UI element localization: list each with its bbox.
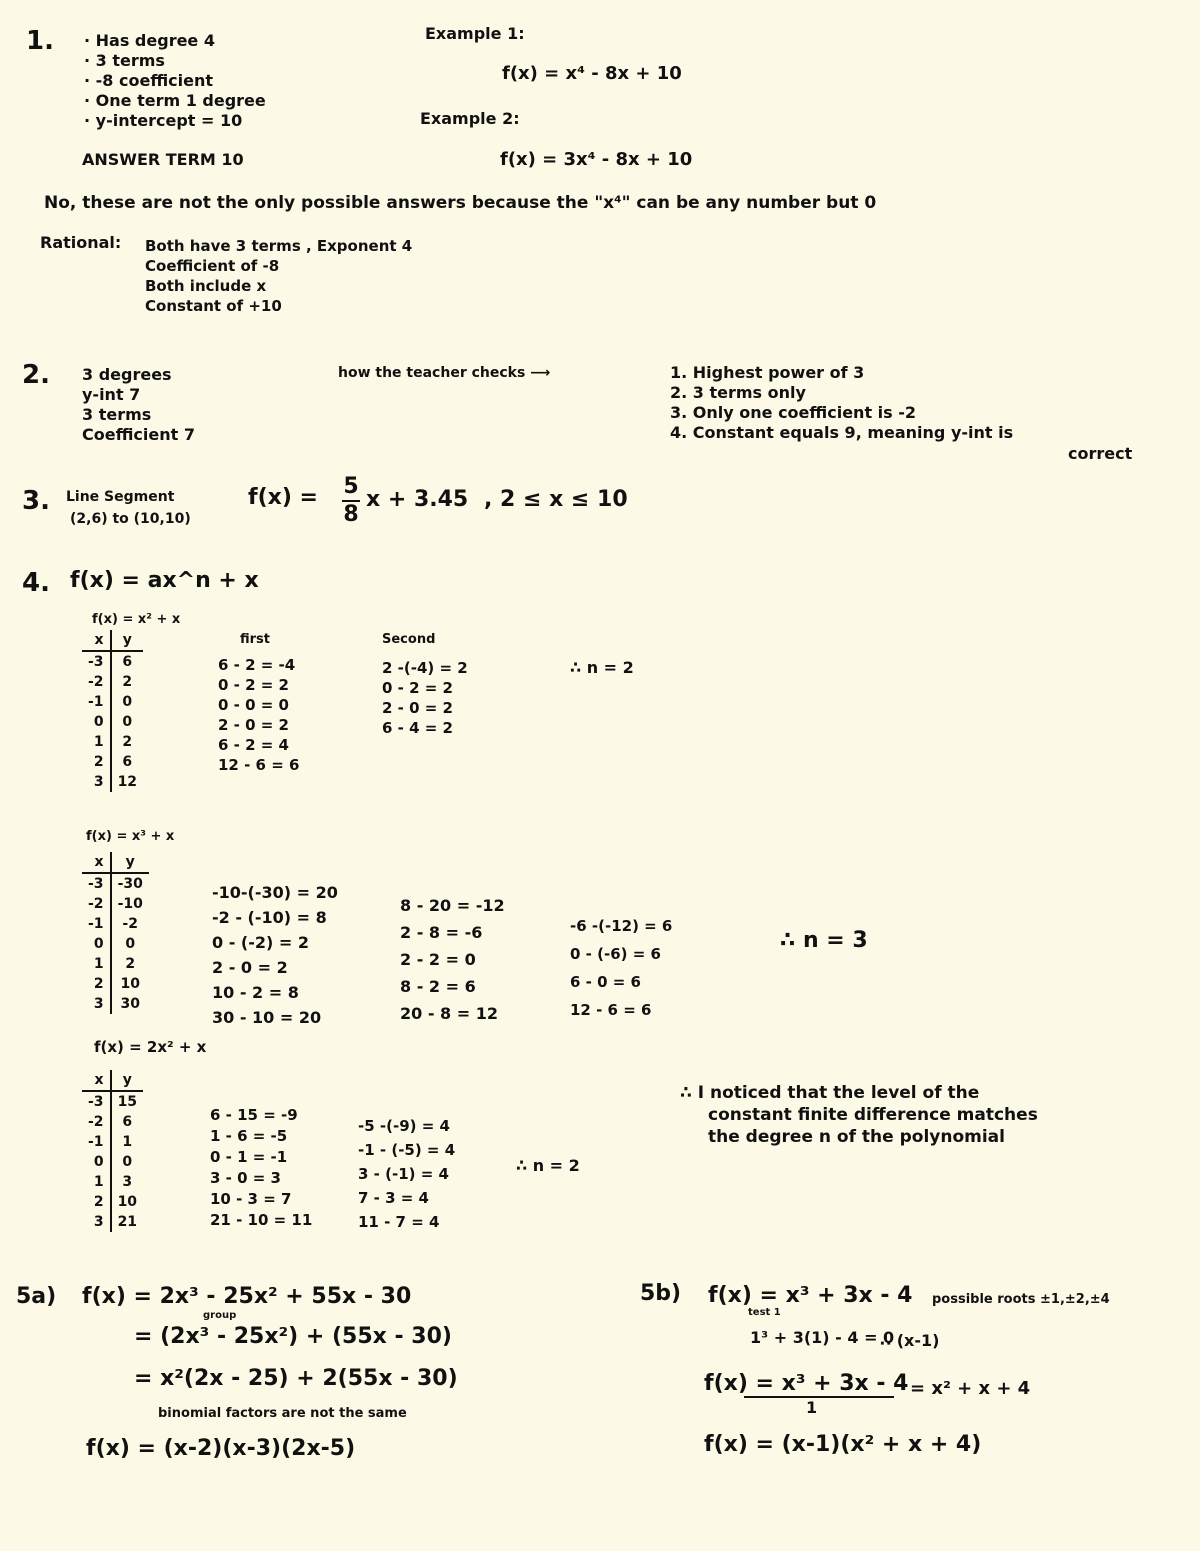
q5a-group-note: group bbox=[203, 1310, 237, 1321]
difference: 12 - 6 = 6 bbox=[570, 1001, 652, 1019]
difference: 0 - (-2) = 2 bbox=[212, 933, 309, 952]
x-cell: 0 bbox=[82, 712, 111, 732]
x-cell: 1 bbox=[82, 954, 111, 974]
difference: 3 - 0 = 3 bbox=[210, 1169, 281, 1187]
difference: 21 - 10 = 11 bbox=[210, 1211, 313, 1229]
fraction-numerator: 5 bbox=[343, 474, 359, 499]
first-differences-header: first bbox=[240, 632, 270, 647]
example-2-equation: f(x) = 3x⁴ - 8x + 10 bbox=[500, 149, 693, 170]
y-cell: 12 bbox=[117, 774, 138, 790]
difference: 0 - 0 = 0 bbox=[218, 696, 289, 714]
q5a-note: binomial factors are not the same bbox=[158, 1406, 407, 1421]
difference: 6 - 4 = 2 bbox=[382, 719, 453, 737]
table-2-second-differences bbox=[400, 892, 505, 1027]
table-3-first-differences bbox=[210, 1105, 312, 1231]
q5a-line-2: = (2x³ - 25x²) + (55x - 30) bbox=[134, 1324, 452, 1349]
rational-label: Rational: bbox=[40, 233, 122, 252]
x-header: x bbox=[82, 852, 111, 873]
table-3-result: ∴ n = 2 bbox=[516, 1156, 580, 1175]
difference: 20 - 8 = 12 bbox=[400, 1004, 498, 1023]
fraction-denominator: 8 bbox=[343, 502, 359, 527]
difference: 30 - 10 = 20 bbox=[212, 1008, 322, 1027]
q5b-factor: ∴ (x-1) bbox=[880, 1331, 940, 1350]
bullet: · 3 terms bbox=[84, 51, 165, 70]
y-cell: -2 bbox=[122, 916, 138, 932]
x-cell: 2 bbox=[82, 974, 111, 994]
second-differences-header: Second bbox=[382, 632, 436, 647]
table-2-first-differences bbox=[212, 880, 338, 1030]
difference: -6 -(-12) = 6 bbox=[570, 917, 673, 935]
x-cell: -2 bbox=[82, 672, 111, 692]
rational-line: Constant of +10 bbox=[145, 297, 282, 315]
table-1-caption: f(x) = x² + x bbox=[92, 612, 181, 627]
question-1-bullets bbox=[84, 30, 266, 130]
difference: 7 - 3 = 4 bbox=[358, 1189, 429, 1207]
q5b-division-bar bbox=[744, 1396, 894, 1398]
y-cell: 15 bbox=[117, 1094, 138, 1110]
question-1-number: 1. bbox=[26, 26, 54, 56]
question-5b-label: 5b) bbox=[640, 1281, 682, 1306]
y-cell: -30 bbox=[117, 876, 143, 892]
x-cell: 0 bbox=[82, 934, 111, 954]
q5b-line-1: f(x) = x³ + 3x - 4 bbox=[708, 1283, 913, 1308]
difference: 2 - 2 = 0 bbox=[400, 950, 476, 969]
difference: 2 - 0 = 2 bbox=[218, 716, 289, 734]
difference: 0 - (-6) = 6 bbox=[570, 945, 661, 963]
table-2-result: ∴ n = 3 bbox=[780, 928, 868, 953]
table-3-caption: f(x) = 2x² + x bbox=[94, 1038, 207, 1056]
q5b-test-note: test 1 bbox=[748, 1307, 781, 1318]
difference: 6 - 0 = 6 bbox=[570, 973, 641, 991]
difference: 11 - 7 = 4 bbox=[358, 1213, 440, 1231]
q5a-line-3: = x²(2x - 25) + 2(55x - 30) bbox=[134, 1366, 458, 1391]
rational-lines bbox=[145, 236, 412, 316]
x-cell: 3 bbox=[82, 772, 111, 792]
check-item: 3. Only one coefficient is -2 bbox=[670, 403, 917, 422]
question-2-items bbox=[82, 365, 195, 445]
question-1-conclusion: No, these are not the only possible answers because the "x⁴" can be any number but 0 bbox=[44, 193, 877, 213]
table-1-result: ∴ n = 2 bbox=[570, 658, 634, 677]
x-cell: -1 bbox=[82, 692, 111, 712]
x-cell: -2 bbox=[82, 894, 111, 914]
table-3 bbox=[82, 1070, 143, 1232]
y-cell: 0 bbox=[122, 1154, 133, 1170]
y-cell: 1 bbox=[122, 1134, 133, 1150]
bullet: · One term 1 degree bbox=[84, 91, 266, 110]
y-cell: 3 bbox=[122, 1174, 133, 1190]
question-3-number: 3. bbox=[22, 486, 50, 516]
difference: 2 - 0 = 2 bbox=[212, 958, 288, 977]
rational-line: Coefficient of -8 bbox=[145, 257, 280, 275]
x-cell: -1 bbox=[82, 1132, 111, 1152]
difference: 12 - 6 = 6 bbox=[218, 756, 300, 774]
table-1-second-differences bbox=[382, 658, 468, 738]
q2-item: y-int 7 bbox=[82, 385, 141, 404]
difference: 8 - 20 = -12 bbox=[400, 896, 505, 915]
q5b-division-numerator: f(x) = x³ + 3x - 4 bbox=[704, 1371, 909, 1396]
q3-fraction bbox=[342, 476, 360, 526]
y-header: y bbox=[111, 630, 143, 651]
x-cell: 3 bbox=[82, 1212, 111, 1232]
q3-function-name: f(x) = bbox=[248, 485, 318, 510]
question-1-answer: ANSWER TERM 10 bbox=[82, 150, 244, 169]
y-cell: 10 bbox=[120, 976, 140, 992]
y-cell: 6 bbox=[122, 1114, 133, 1130]
q2-item: Coefficient 7 bbox=[82, 425, 195, 444]
difference: 8 - 2 = 6 bbox=[400, 977, 476, 996]
difference: 3 - (-1) = 4 bbox=[358, 1165, 449, 1183]
q2-item: 3 degrees bbox=[82, 365, 172, 384]
x-cell: -2 bbox=[82, 1112, 111, 1132]
q5a-line-1: f(x) = 2x³ - 25x² + 55x - 30 bbox=[82, 1284, 412, 1309]
x-cell: 3 bbox=[82, 994, 111, 1014]
table-1 bbox=[82, 630, 143, 792]
x-cell: 1 bbox=[82, 1172, 111, 1192]
difference: 6 - 2 = -4 bbox=[218, 656, 296, 674]
question-2-number: 2. bbox=[22, 360, 50, 390]
check-item-tail: correct bbox=[1068, 444, 1133, 463]
check-item: 1. Highest power of 3 bbox=[670, 363, 865, 382]
check-item: 2. 3 terms only bbox=[670, 383, 806, 402]
difference: -5 -(-9) = 4 bbox=[358, 1117, 450, 1135]
difference: 0 - 2 = 2 bbox=[218, 676, 289, 694]
y-cell: 2 bbox=[125, 956, 136, 972]
rational-line: Both include x bbox=[145, 277, 267, 295]
bullet: · -8 coefficient bbox=[84, 71, 214, 90]
q5b-division-result: = x² + x + 4 bbox=[910, 1378, 1031, 1399]
x-cell: 2 bbox=[82, 1192, 111, 1212]
difference: 1 - 6 = -5 bbox=[210, 1127, 288, 1145]
example-2-label: Example 2: bbox=[420, 109, 520, 128]
y-cell: 21 bbox=[117, 1214, 138, 1230]
degree-notice bbox=[680, 1082, 1038, 1148]
y-cell: 0 bbox=[122, 714, 133, 730]
notice-line: the degree n of the polynomial bbox=[708, 1127, 1005, 1147]
x-cell: -3 bbox=[82, 873, 111, 894]
line-segment-label: Line Segment bbox=[66, 489, 175, 505]
x-cell: 0 bbox=[82, 1152, 111, 1172]
y-cell: 6 bbox=[122, 754, 133, 770]
difference: 2 -(-4) = 2 bbox=[382, 659, 468, 677]
x-header: x bbox=[82, 1070, 111, 1091]
q5b-division-denominator: 1 bbox=[806, 1398, 818, 1417]
difference: -2 - (-10) = 8 bbox=[212, 908, 327, 927]
table-3-second-differences bbox=[358, 1114, 455, 1234]
q2-item: 3 terms bbox=[82, 405, 152, 424]
y-cell: -10 bbox=[117, 896, 143, 912]
x-cell: 2 bbox=[82, 752, 111, 772]
q5a-final: f(x) = (x-2)(x-3)(2x-5) bbox=[86, 1436, 356, 1461]
bullet: · y-intercept = 10 bbox=[84, 111, 243, 130]
difference: 0 - 1 = -1 bbox=[210, 1148, 288, 1166]
y-header: y bbox=[111, 852, 149, 873]
rational-line: Both have 3 terms , Exponent 4 bbox=[145, 237, 413, 255]
difference: -1 - (-5) = 4 bbox=[358, 1141, 456, 1159]
check-item: 4. Constant equals 9, meaning y-int is bbox=[670, 423, 1014, 442]
y-header: y bbox=[111, 1070, 143, 1091]
line-segment-points: (2,6) to (10,10) bbox=[70, 511, 191, 527]
x-cell: -1 bbox=[82, 914, 111, 934]
y-cell: 10 bbox=[117, 1194, 138, 1210]
table-2-third-differences bbox=[570, 912, 672, 1024]
difference: 2 - 8 = -6 bbox=[400, 923, 483, 942]
notice-line: constant finite difference matches bbox=[708, 1105, 1038, 1125]
bullet: · Has degree 4 bbox=[84, 31, 215, 50]
table-1-first-differences bbox=[218, 655, 299, 775]
q5b-final: f(x) = (x-1)(x² + x + 4) bbox=[704, 1432, 982, 1457]
difference: 0 - 2 = 2 bbox=[382, 679, 453, 697]
y-cell: 2 bbox=[122, 734, 133, 750]
example-1-equation: f(x) = x⁴ - 8x + 10 bbox=[502, 63, 682, 84]
difference: 6 - 2 = 4 bbox=[218, 736, 289, 754]
question-5a-label: 5a) bbox=[16, 1284, 57, 1309]
difference: 10 - 3 = 7 bbox=[210, 1190, 292, 1208]
y-cell: 30 bbox=[120, 996, 140, 1012]
difference: 6 - 15 = -9 bbox=[210, 1106, 298, 1124]
teacher-checks-list bbox=[670, 363, 1013, 443]
y-cell: 0 bbox=[122, 694, 133, 710]
question-4-number: 4. bbox=[22, 568, 50, 598]
q3-function-rest: x + 3.45 bbox=[366, 487, 469, 512]
x-cell: 1 bbox=[82, 732, 111, 752]
y-cell: 6 bbox=[122, 654, 133, 670]
difference: -10-(-30) = 20 bbox=[212, 883, 338, 902]
y-cell: 0 bbox=[125, 936, 136, 952]
x-cell: -3 bbox=[82, 651, 111, 672]
x-header: x bbox=[82, 630, 111, 651]
difference: 10 - 2 = 8 bbox=[212, 983, 299, 1002]
table-2 bbox=[82, 852, 149, 1014]
q5b-line-2: 1³ + 3(1) - 4 = 0 bbox=[750, 1328, 895, 1347]
example-1-label: Example 1: bbox=[425, 24, 525, 43]
y-cell: 2 bbox=[122, 674, 133, 690]
teacher-checks-label: how the teacher checks ⟶ bbox=[338, 365, 551, 381]
table-2-caption: f(x) = x³ + x bbox=[86, 829, 175, 844]
notice-line: ∴ I noticed that the level of the bbox=[680, 1083, 980, 1103]
x-cell: -3 bbox=[82, 1091, 111, 1112]
q3-domain: , 2 ≤ x ≤ 10 bbox=[484, 487, 628, 512]
q5b-possible-roots: possible roots ±1,±2,±4 bbox=[932, 1292, 1110, 1307]
question-4-title: f(x) = ax^n + x bbox=[70, 568, 259, 593]
difference: 2 - 0 = 2 bbox=[382, 699, 453, 717]
